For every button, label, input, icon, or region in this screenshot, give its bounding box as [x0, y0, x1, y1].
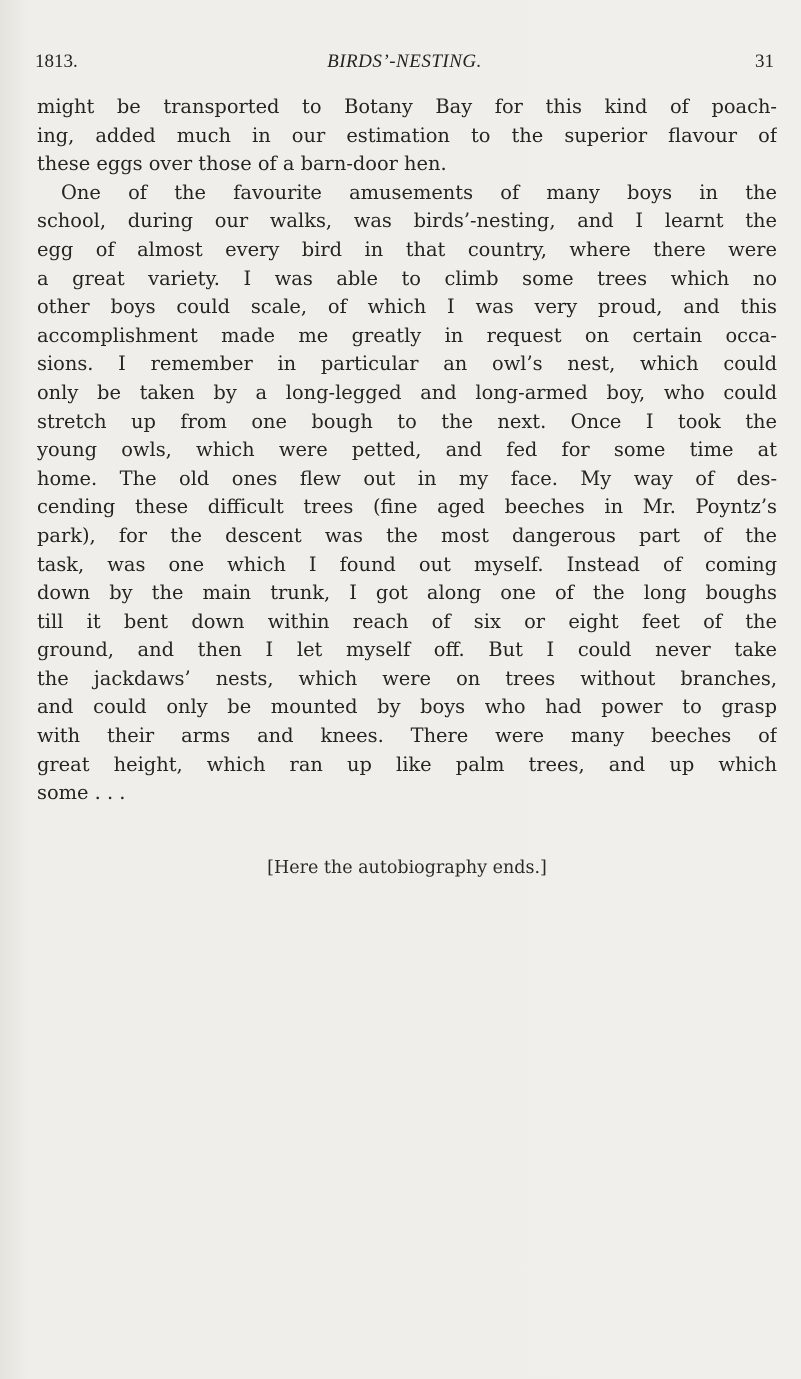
text-line: egg of almost every bird in that country, where there were: [37, 237, 777, 261]
text-line: ing, added much in our estimation to the superior flavour of: [37, 123, 777, 147]
text-line: might be transported to Botany Bay for this kind of poach-: [37, 95, 777, 118]
running-header: [35, 51, 774, 81]
text-line: school, during our walks, was birds’-nesting, and I learnt the: [37, 209, 777, 233]
text-line: young owls, which were petted, and fed for some time at: [37, 438, 777, 462]
text-line: till it bent down within reach of six or eight feet of the: [37, 609, 777, 633]
text-line: these eggs over those of a barn-door hen.: [37, 152, 447, 176]
text-line: some . . .: [37, 781, 126, 805]
header-title: BIRDS’-NESTING.: [327, 51, 482, 72]
body-text: [37, 93, 777, 878]
page-number: 31: [755, 51, 774, 72]
text-line: park), for the descent was the most dangerous part of the: [37, 523, 777, 547]
text-line: with their arms and knees. There were many beeches of: [37, 724, 777, 748]
text-line: One of the favourite amusements of many boys in the: [61, 180, 777, 204]
text-line: stretch up from one bough to the next. Once I took the: [37, 409, 777, 433]
text-line: task, was one which I found out myself. Instead of coming: [37, 552, 777, 576]
text-line: ground, and then I let myself off. But I could never take: [37, 638, 777, 662]
text-line: a great variety. I was able to climb some trees which no: [37, 266, 777, 290]
text-line: sions. I remember in particular an owl’s nest, which could: [37, 352, 777, 376]
text-line: down by the main trunk, I got along one of the long boughs: [37, 581, 777, 605]
text-line: and could only be mounted by boys who had power to grasp: [37, 695, 777, 719]
text-line: cending these difficult trees (fine aged beeches in Mr. Poyntz’s: [37, 495, 777, 519]
text-line: other boys could scale, of which I was very proud, and this: [37, 295, 777, 319]
end-note: [Here the autobiography ends.]: [267, 858, 547, 878]
text-line: home. The old ones flew out in my face. My way of des-: [37, 466, 777, 490]
text-line: accomplishment made me greatly in request on certain occa-: [37, 323, 777, 347]
header-year: 1813.: [35, 51, 78, 72]
text-line: great height, which ran up like palm trees, and up which: [37, 752, 777, 776]
text-line: the jackdaws’ nests, which were on trees without branches,: [37, 666, 777, 690]
text-line: only be taken by a long-legged and long-armed boy, who could: [37, 380, 777, 404]
